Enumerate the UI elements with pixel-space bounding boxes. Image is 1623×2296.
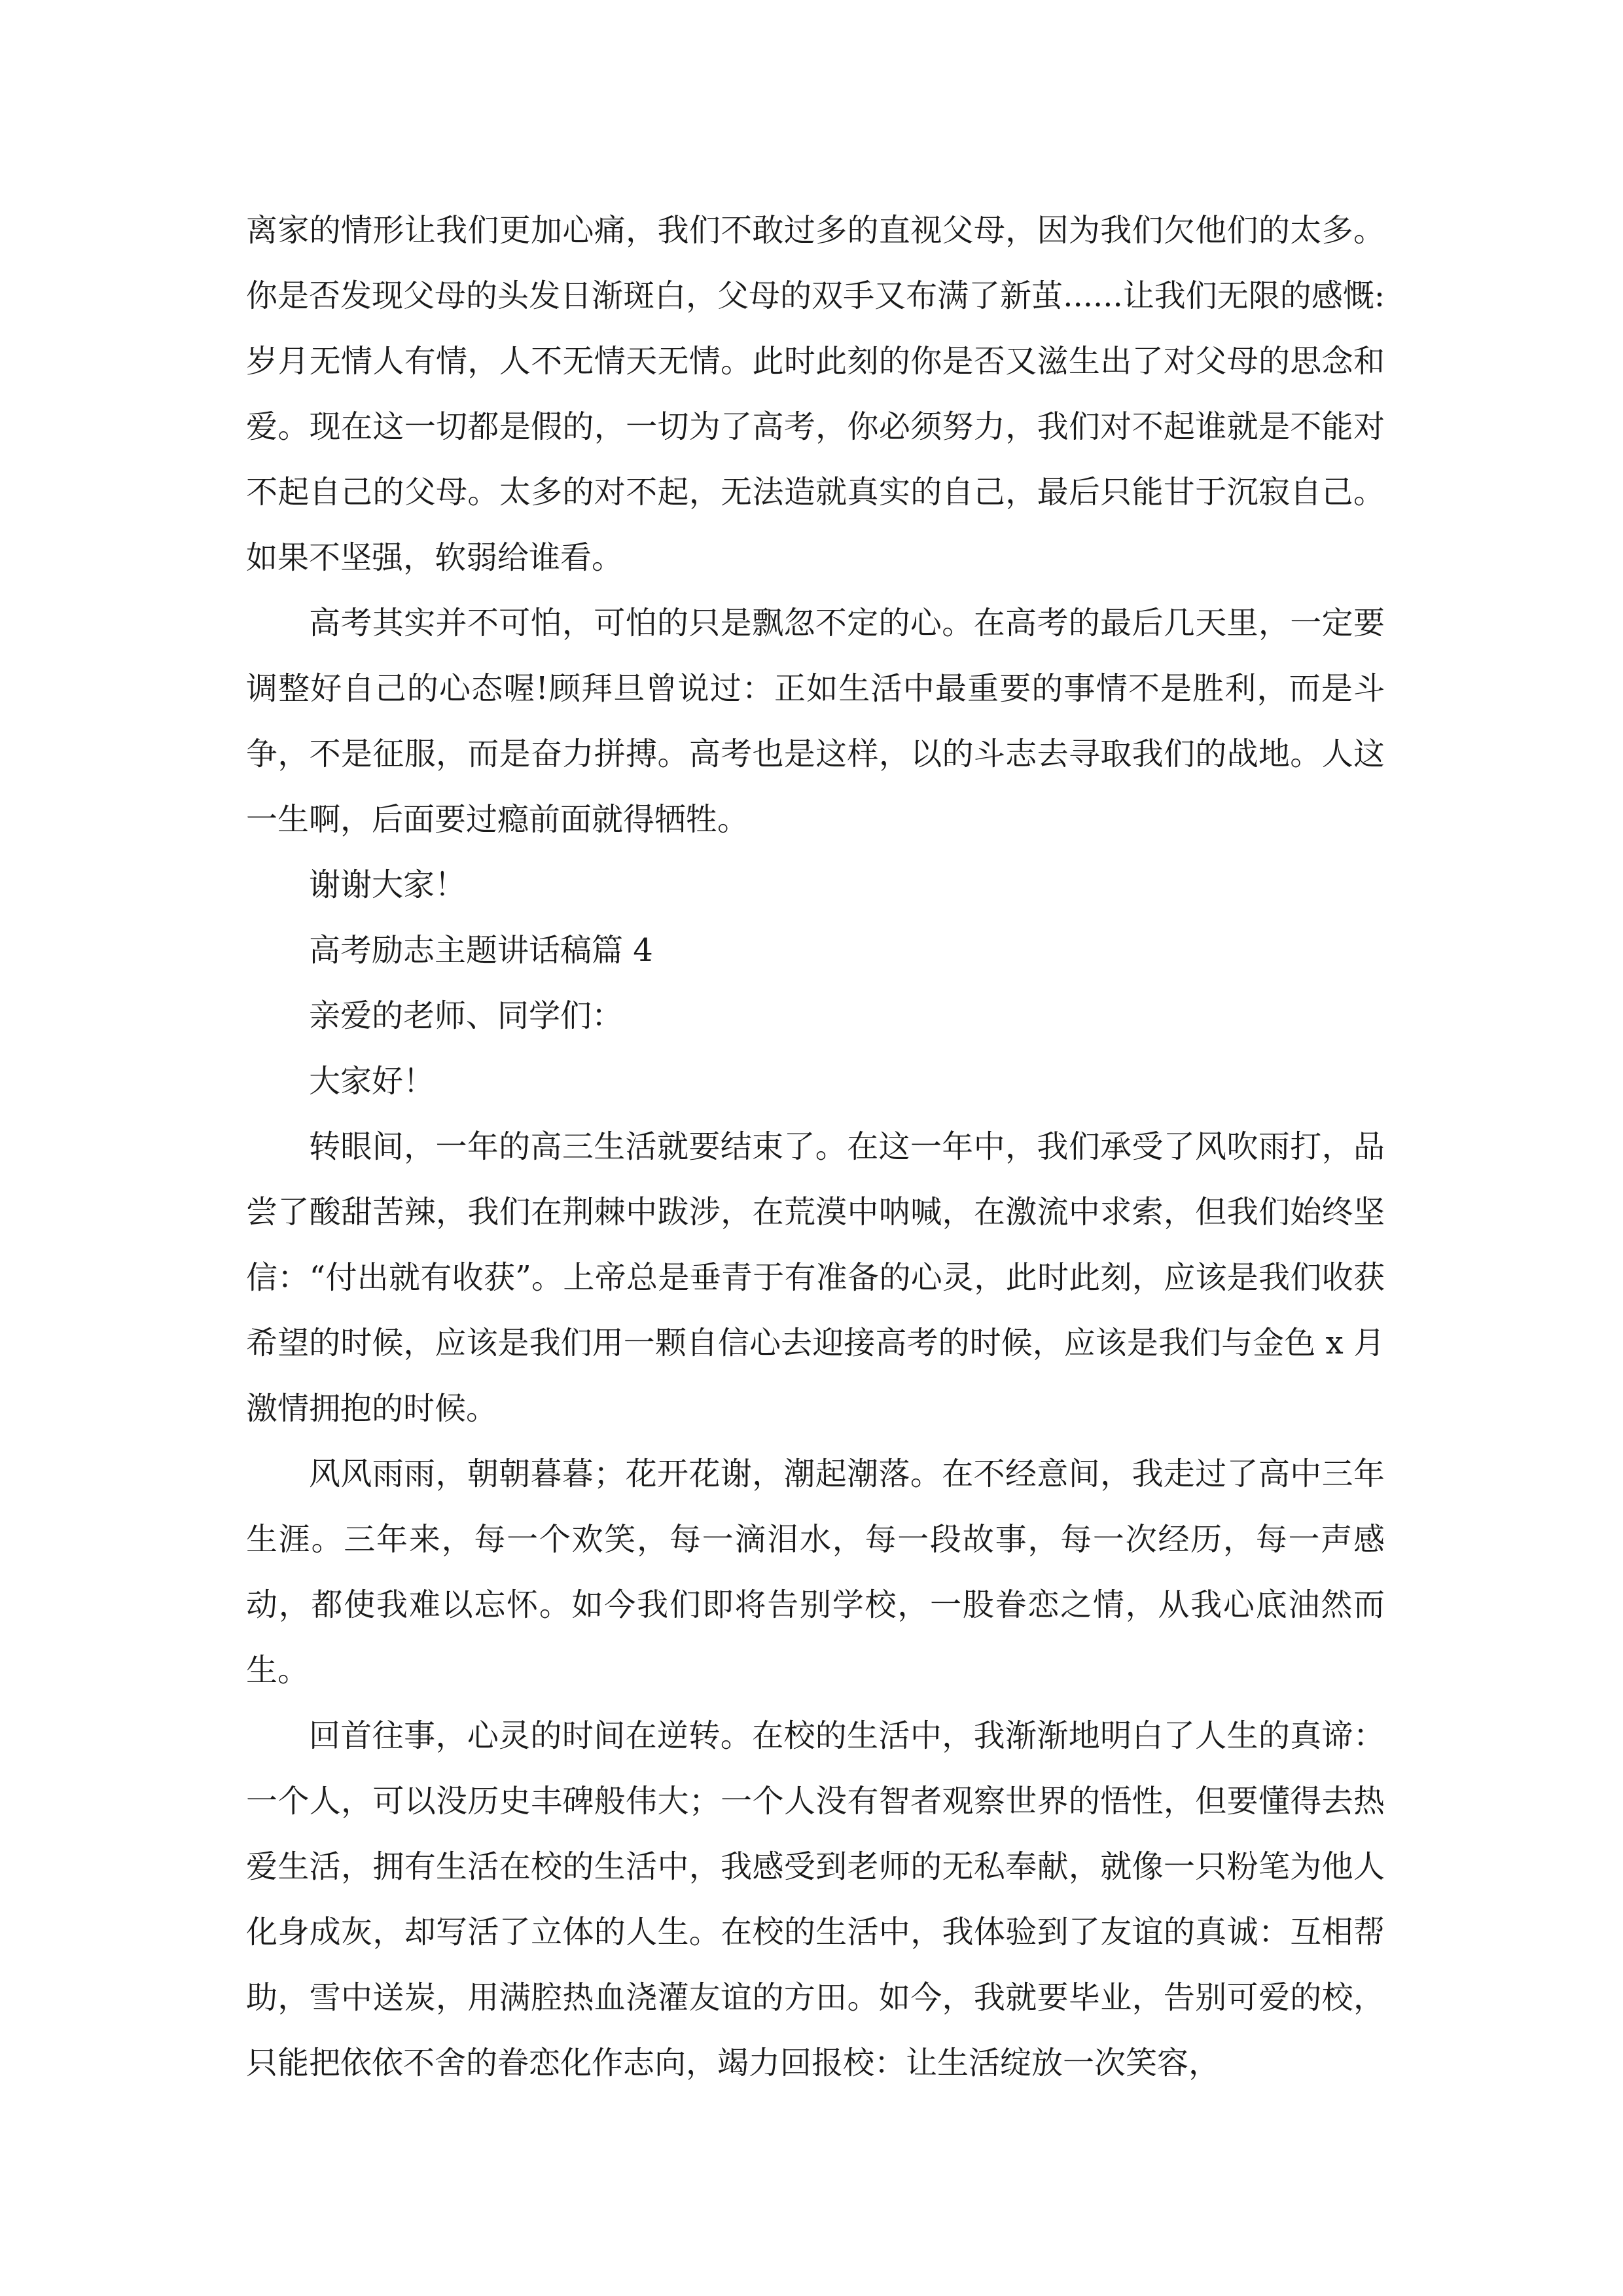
paragraph-7: 转眼间，一年的高三生活就要结束了。在这一年中，我们承受了风吹雨打，品尝了酸甜苦辣，我们在荆棘中跋涉，在荒漠中呐喊，在激流中求索，但我们始终坚信：“付出就有收获”。上帝总是垂青于有准备的心灵，此时此刻，应该是我们收获希望的时候，应该是我们用一颗自信心去迎接高考的时候，应该是我们与金色 x 月激情拥抱的时候。 <box>246 1128 1385 1427</box>
section-title: 高考励志主题讲话稿篇 4 <box>309 932 653 969</box>
closing-thanks: 谢谢大家！ <box>309 867 467 903</box>
paragraph-8: 风风雨雨，朝朝暮暮；花开花谢，潮起潮落。在不经意间，我走过了高中三年生涯。三年来，每一个欢笑，每一滴泪水，每一段故事，每一次经历，每一声感动，都使我难以忘怀。如今我们即将告别学校，一股眷恋之情，从我心底油然而生。 <box>246 1456 1385 1689</box>
paragraph-1: 离家的情形让我们更加心痛，我们不敢过多的直视父母，因为我们欠他们的太多。你是否发现父母的头发日渐斑白，父母的双手又布满了新茧......让我们无限的感慨:岁月无情人有情，人不无情天无情。此时此刻的你是否又滋生出了对父母的思念和爱。现在这一切都是假的，一切为了高考，你必须努力，我们对不起谁就是不能对不起自己的父母。太多的对不起，无法造就真实的自己，最后只能甘于沉寂自己。如果不坚强，软弱给谁看。 <box>246 212 1385 576</box>
paragraph-2: 高考其实并不可怕，可怕的只是飘忽不定的心。在高考的最后几天里，一定要调整好自己的心态喔!顾拜旦曾说过：正如生活中最重要的事情不是胜利，而是斗争，不是征服，而是奋力拼搏。高考也是这样，以的斗志去寻取我们的战地。人这一生啊，后面要过瘾前面就得牺牲。 <box>246 605 1385 838</box>
document-body <box>246 198 1385 2096</box>
salutation: 亲爱的老师、同学们： <box>309 997 624 1034</box>
greeting: 大家好！ <box>309 1063 435 1100</box>
paragraph-9: 回首往事，心灵的时间在逆转。在校的生活中，我渐渐地明白了人生的真谛：一个人，可以没历史丰碑般伟大；一个人没有智者观察世界的悟性，但要懂得去热爱生活，拥有生活在校的生活中，我感受到老师的无私奉献，就像一只粉笔为他人化身成灰，却写活了立体的人生。在校的生活中，我体验到了友谊的真诚：互相帮助，雪中送炭，用满腔热血浇灌友谊的方田。如今，我就要毕业，告别可爱的校，只能把依依不舍的眷恋化作志向，竭力回报校：让生活绽放一次笑容， <box>246 1717 1385 2081</box>
